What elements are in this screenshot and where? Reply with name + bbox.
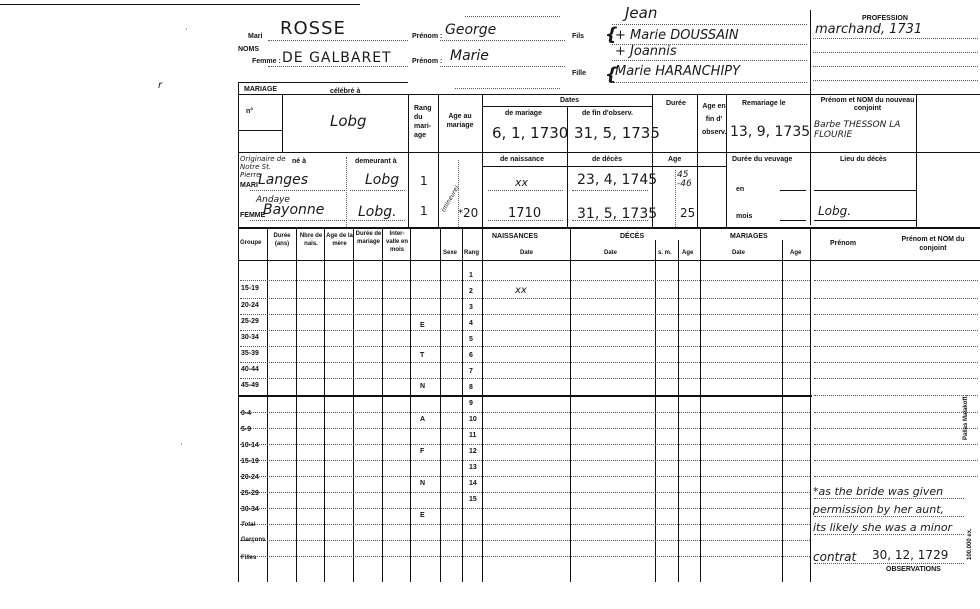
remariage-label: Remariage le: [742, 100, 786, 107]
fils-label: Fils: [572, 33, 585, 40]
row-rule-7: [240, 378, 810, 379]
profession-left-rule: [810, 10, 811, 225]
group-label: 25-29: [241, 318, 259, 325]
groupe-label: Groupe: [240, 240, 262, 246]
femme-deces: 31, 5, 1735: [577, 206, 658, 222]
profession-label: PROFESSION: [862, 15, 908, 22]
contrat-rule: [814, 563, 964, 564]
marriage-top-rule: [238, 82, 408, 83]
enfants-letter: N: [420, 383, 426, 390]
rank-number: 7: [469, 368, 473, 375]
mari-row-label: MARI: [240, 182, 258, 189]
marriage-left-rule: [238, 82, 239, 227]
no-label: n°: [246, 108, 254, 115]
naissance-sub-rule: [482, 166, 727, 167]
row-rule-8: [240, 412, 810, 413]
conj-rule-4: [814, 330, 978, 331]
demeurant-label: demeurant à: [355, 158, 397, 165]
enfants-letter: E: [420, 322, 425, 329]
group-label: 10-14: [241, 442, 259, 449]
child-line-2: [612, 44, 807, 45]
mari-age: 45 -46: [677, 170, 692, 189]
mari-residence: Lobg: [365, 172, 400, 188]
rank-number: 3: [469, 304, 473, 311]
mari-residence-line: [350, 190, 405, 191]
conj-rule-3: [814, 314, 978, 315]
table-header-rule: [238, 260, 980, 261]
wife-name-line: [268, 66, 408, 67]
mar-age-label: Age: [790, 250, 802, 256]
rank-number: 13: [469, 464, 477, 471]
de-mariage-label: de mariage: [505, 110, 542, 117]
row-rule-9: [240, 428, 810, 429]
note-line-3: its likely she was a minor: [813, 521, 953, 534]
birth-note: xx: [515, 285, 527, 296]
group-label: 20-24: [241, 474, 259, 481]
print-run-mark: 100.000 ex.: [967, 528, 973, 560]
rang-label: Rang du mari- age: [414, 105, 432, 139]
fils-brace: {: [605, 24, 618, 45]
rank-number: 4: [469, 320, 473, 327]
group-label: 30-34: [241, 506, 259, 513]
duree-veuvage-label: Durée du veuvage: [732, 156, 793, 163]
femme-lieu-line: [814, 220, 916, 221]
rang-left-rule: [408, 94, 409, 227]
enfants-letter: F: [420, 448, 425, 455]
age2-divider: [675, 170, 676, 227]
marriage-place: Lobg: [330, 112, 367, 130]
note-rule-3: [814, 534, 964, 535]
mari-naiss-line: [488, 190, 563, 191]
mariages-label: MARIAGES: [730, 233, 768, 240]
mari-veuvage-line: [780, 190, 806, 191]
profession-line-4: [813, 80, 978, 81]
rank-number: 6: [469, 352, 473, 359]
femme-veuvage-line: [780, 220, 806, 221]
ne-a-label: né à: [292, 158, 307, 165]
conj-rule-12: [814, 460, 978, 461]
row-rule-2: [240, 298, 810, 299]
profession-line-2: [813, 52, 978, 53]
group-label: 15-19: [241, 285, 259, 292]
sm-label: s. m.: [658, 250, 672, 256]
row-rule-5: [240, 346, 810, 347]
group-label: 0-4: [241, 410, 252, 417]
contrat-label: contrat: [813, 550, 857, 564]
ne-demeurant-divider: [346, 157, 347, 227]
duree-mariage-label: Durée de mariage: [355, 231, 382, 245]
profession-line-3: [813, 66, 978, 67]
sexe-label: Sexe: [443, 250, 458, 256]
conj-rule-9: [814, 412, 978, 413]
de-fin-label: de fin d'observ.: [582, 110, 633, 117]
age-mere-label: Age de la mère: [326, 233, 353, 247]
femme-row-label: FEMME: [240, 212, 266, 219]
group-label: 20-24: [241, 302, 259, 309]
rank-number: 1: [469, 272, 473, 279]
deces-label: DÉCÈS: [620, 233, 645, 240]
profession-value: marchand, 1731: [815, 22, 923, 37]
duree-ans-label: Durée (ans): [273, 233, 291, 247]
child-line-3: [612, 60, 807, 61]
nouveau-conjoint-label: Prénom et NOM du nouveau conjoint: [820, 97, 915, 112]
note-line-2: permission by her aunt,: [813, 503, 945, 516]
conj-rule-6: [814, 362, 978, 363]
enfants-letter: N: [420, 480, 426, 487]
daughter: Marie HARANCHIPY: [615, 64, 741, 79]
group-label: 35-39: [241, 350, 259, 357]
conj-rule-1: [814, 280, 978, 281]
enfants-letter: A: [420, 416, 426, 423]
husband-prenom-label: Prénom :: [412, 33, 443, 40]
row-rule-11: [240, 460, 810, 461]
group-label: 30-34: [241, 334, 259, 341]
no-rule: [238, 130, 282, 131]
mari-en-label: en: [736, 186, 745, 193]
femme-naiss-line: [488, 220, 563, 221]
husband-firstname: George: [445, 22, 497, 38]
age2-label: Age: [668, 156, 682, 163]
conjoint-right-rule: [916, 94, 917, 227]
femme-lieu-deces: Lobg.: [818, 204, 852, 218]
stray-dot: ·: [180, 440, 183, 449]
femme-age: 25: [680, 206, 696, 220]
conj-rule-2: [814, 298, 978, 299]
rank-number: 12: [469, 448, 477, 455]
group-label: 5-9: [241, 426, 252, 433]
femme-origin: Andaye: [256, 195, 290, 205]
conj-rule-5: [814, 346, 978, 347]
stray-dot: ·: [185, 25, 188, 34]
femme-naissance: 1710: [508, 206, 542, 221]
naissances-label: NAISSANCES: [492, 233, 538, 240]
mari-birthplace: Langes: [258, 172, 309, 188]
husband-surname: ROSSE: [280, 18, 346, 39]
observations-label: OBSERVATIONS: [886, 566, 941, 573]
stray-mark: r: [158, 80, 163, 91]
dates-left-rule: [482, 94, 483, 227]
femme-birthplace: Bayonne: [263, 202, 325, 218]
son-3: + Joannis: [615, 44, 677, 59]
conj-rule-7: [814, 378, 978, 379]
table-top-rule: [238, 227, 980, 229]
son-2: + Marie DOUSSAIN: [615, 28, 739, 43]
row-rule-13: [240, 492, 810, 493]
mari-naissance: xx: [515, 176, 529, 189]
note-line-1: *as the bride was given: [813, 485, 944, 498]
contrat-date: 30, 12, 1729: [872, 548, 949, 562]
group-label: 15-19: [241, 458, 259, 465]
prenom-col-label: Prénom: [830, 240, 857, 247]
mar-date-label: Date: [732, 250, 746, 256]
rank-number: 2: [469, 288, 473, 295]
femme-birth-line: [250, 220, 345, 221]
nbre-label: Nbre de nais.: [299, 233, 323, 247]
rang-col-label: Rang: [464, 250, 479, 256]
mari-lieu-line: [814, 190, 916, 191]
marriage-mid-rule: [238, 152, 980, 153]
femme-age-mariage: 20: [463, 206, 479, 220]
rank-number: 10: [469, 416, 477, 423]
lieu-deces-label: Lieu du décès: [840, 156, 887, 163]
age-col-label: Age: [682, 250, 694, 256]
wife-prenom-label: Prénom :: [412, 58, 443, 65]
col-rule-0: [238, 227, 239, 582]
date-mariage: 6, 1, 1730: [492, 124, 569, 142]
femme-residence-line: [350, 220, 405, 221]
profession-line-1: [813, 38, 978, 39]
mari-birth-line: [250, 190, 345, 191]
group-label: 45-49: [241, 382, 259, 389]
age-left-rule: [438, 94, 439, 227]
mari-deces-line: [572, 190, 648, 191]
naiss-date-label: Date: [520, 250, 534, 256]
col-rule-14: [782, 240, 783, 582]
extra-line-bottom: [455, 88, 560, 89]
group-label: Total: [241, 522, 256, 528]
age-fin-left-rule: [697, 94, 698, 227]
extra-line-top: [465, 16, 560, 17]
enfants-letter: T: [420, 352, 425, 359]
duree-label: Durée: [666, 100, 686, 107]
conjoint-col-label: Prénom et NOM du conjoint: [901, 236, 965, 252]
femme-age-note: (mineure): [440, 184, 461, 214]
rank-number: 9: [469, 400, 473, 407]
mariage-label: MARIAGE: [244, 86, 278, 93]
conj-rule-13: [814, 476, 978, 477]
date-fin: 31, 5, 1735: [574, 124, 660, 142]
deces-date-label: Date: [604, 250, 618, 256]
rank-number: 14: [469, 480, 477, 487]
col-rule-11: [655, 240, 656, 582]
age-fin-label: Age en fin d' observ.: [702, 103, 727, 136]
enfants-letter: E: [420, 512, 425, 519]
husband-firstname-line: [440, 40, 565, 41]
femme-mois-label: mois: [736, 213, 753, 220]
de-deces-label: de décès: [592, 156, 622, 163]
mari-deces: 23, 4, 1745: [577, 172, 658, 188]
row-rule-6: [240, 362, 810, 363]
wife-surname: DE GALBARET: [282, 50, 392, 66]
group-label: 25-29: [241, 490, 259, 497]
no-vrule: [282, 94, 283, 152]
rank-number: 5: [469, 336, 473, 343]
publisher-mark: Pallas Malakoff.: [963, 394, 969, 440]
wife-firstname-line: [440, 66, 565, 67]
row-rule-4: [240, 330, 810, 331]
rank-number: 8: [469, 384, 473, 391]
rank-number: 11: [469, 432, 477, 439]
note-rule-2: [814, 516, 964, 517]
remariage-left-rule: [726, 94, 727, 227]
remariage-date: 13, 9, 1735: [730, 124, 811, 140]
row-rule-14: [240, 508, 810, 509]
femme-deces-line: [572, 220, 648, 221]
note-rule-1: [814, 498, 964, 499]
row-rule-15: [240, 524, 810, 525]
wife-firstname: Marie: [450, 48, 489, 64]
nouveau-conjoint: Barbe THESSON LA FLOURIE: [814, 120, 901, 140]
son-1: Jean: [625, 4, 658, 22]
rank-number: 15: [469, 496, 477, 503]
row-rule-3: [240, 314, 810, 315]
mari-label: Mari: [248, 33, 263, 40]
dates-label: Dates: [560, 97, 580, 104]
conj-rule-11: [814, 444, 978, 445]
femme-residence: Lobg.: [358, 204, 397, 220]
conj-rule-10: [814, 428, 978, 429]
femme-age-star: *: [458, 208, 463, 219]
conj-rule-8: [814, 395, 978, 396]
row-rule-12: [240, 476, 810, 477]
row-rule-1: [240, 280, 810, 281]
fille-brace: {: [605, 64, 618, 85]
noms-label: NOMS: [238, 46, 259, 53]
mari-origin: Originaire de Notre St. Pierre: [240, 155, 286, 179]
group-label: Filles: [241, 555, 257, 561]
mari-rang: 1: [420, 174, 428, 188]
femme-rang: 1: [420, 204, 428, 218]
husband-name-line: [268, 40, 408, 41]
child-line-1: [612, 24, 807, 25]
age-label: Age au mariage: [446, 113, 474, 129]
de-naissance-label: de naissance: [500, 156, 544, 163]
child-line-4: [612, 82, 807, 83]
fille-label: Fille: [572, 70, 587, 77]
group-label: Garçons: [241, 537, 266, 543]
celebre-label: célébré à: [330, 88, 361, 95]
group-label: 40-44: [241, 366, 259, 373]
row-rule-10: [240, 444, 810, 445]
col-rule-15: [810, 227, 811, 582]
femme-label: Femme :: [252, 58, 281, 65]
row-rule-16: [240, 540, 810, 541]
row-rule-17: [240, 556, 810, 557]
top-rule: [0, 4, 360, 5]
col-rule-12: [678, 240, 679, 582]
intervalle-label: Inter- valle en mois: [385, 231, 408, 253]
